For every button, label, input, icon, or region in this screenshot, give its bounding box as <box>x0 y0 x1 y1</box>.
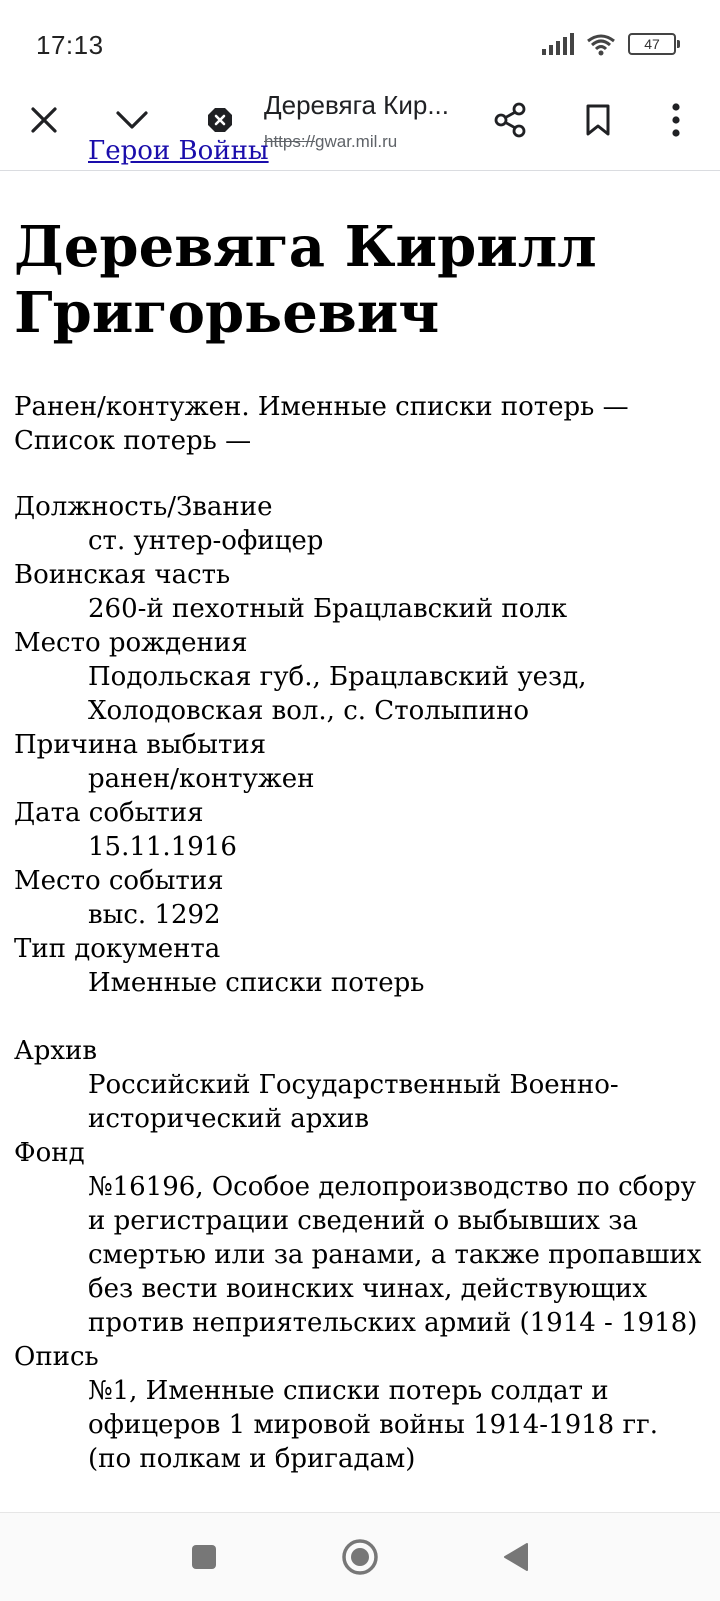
close-button[interactable] <box>20 96 68 144</box>
field-label: Тип документа <box>14 934 221 964</box>
field-archive <box>14 1034 704 1136</box>
field-reason <box>14 728 704 796</box>
site-info-icon <box>207 107 233 133</box>
wifi-icon <box>586 32 616 56</box>
top-link[interactable]: Герои Войны <box>88 136 269 166</box>
field-event-date <box>14 796 704 864</box>
field-label: Фонд <box>14 1138 85 1168</box>
field-label: Должность/Звание <box>14 492 273 522</box>
signal-icon <box>542 33 574 55</box>
url-bar[interactable] <box>264 132 397 152</box>
field-label: Дата события <box>14 798 204 828</box>
field-inventory <box>14 1340 704 1476</box>
bookmark-button[interactable] <box>574 96 622 144</box>
details-list <box>14 490 704 1476</box>
field-birthplace <box>14 626 704 728</box>
status-icons <box>542 28 676 60</box>
field-value: Российский Государственный Военно-исторический архив <box>88 1070 619 1134</box>
field-label: Место события <box>14 866 224 896</box>
field-value: выс. 1292 <box>88 900 221 930</box>
field-value: Именные списки потерь <box>88 968 425 998</box>
field-label: Место рождения <box>14 628 248 658</box>
field-unit <box>14 558 704 626</box>
bookmark-icon <box>585 103 611 137</box>
field-label: Опись <box>14 1342 99 1372</box>
status-time: 17:13 <box>36 30 104 60</box>
home-button[interactable] <box>338 1535 382 1579</box>
home-icon <box>341 1538 379 1576</box>
url-scheme: https:// <box>264 132 316 151</box>
recents-icon <box>191 1544 217 1570</box>
field-label: Архив <box>14 1036 97 1066</box>
back-button[interactable] <box>494 1535 538 1579</box>
field-value: ранен/контужен <box>88 764 315 794</box>
recents-button[interactable] <box>182 1535 226 1579</box>
field-event-place <box>14 864 704 932</box>
system-nav-bar <box>0 1512 720 1601</box>
status-bar <box>0 0 720 88</box>
field-label: Причина выбытия <box>14 730 267 760</box>
field-value: 15.11.1916 <box>88 832 237 862</box>
field-value: №16196, Особое делопроизводство по сбору и регистрации сведений о выбывших за смертью или за ранами, а также пропавших без вести воинских чинах, действующих против неприятельских армий (1914 - 1918) <box>88 1172 702 1338</box>
field-position <box>14 490 704 558</box>
page-tab-title[interactable]: Деревяга Кир... <box>264 90 449 120</box>
url-host: gwar.mil.ru <box>315 132 398 151</box>
battery-level: 47 <box>644 36 660 52</box>
field-label: Воинская часть <box>14 560 231 590</box>
chevron-down-icon <box>115 109 149 131</box>
field-fond <box>14 1136 704 1340</box>
battery-icon <box>628 33 676 55</box>
field-value: №1, Именные списки потерь солдат и офицеров 1 мировой войны 1914-1918 гг. (по полкам и бригадам) <box>88 1376 658 1474</box>
section-gap <box>14 1000 704 1034</box>
share-button[interactable] <box>486 96 534 144</box>
more-vert-icon <box>671 103 681 137</box>
back-icon <box>502 1542 530 1572</box>
field-value: ст. унтер-офицер <box>88 526 324 556</box>
page-title: Деревяга Кирилл Григорьевич <box>14 214 597 346</box>
field-value: 260-й пехотный Брацлавский полк <box>88 594 568 624</box>
subtitle: Ранен/контужен. Именные списки потерь — Список потерь — <box>14 392 629 456</box>
more-options-button[interactable] <box>652 96 700 144</box>
field-value: Подольская губ., Брацлавский уезд, Холодовская вол., с. Столыпино <box>88 662 587 726</box>
field-doc-type <box>14 932 704 1000</box>
share-icon <box>493 101 527 139</box>
close-icon <box>29 105 59 135</box>
